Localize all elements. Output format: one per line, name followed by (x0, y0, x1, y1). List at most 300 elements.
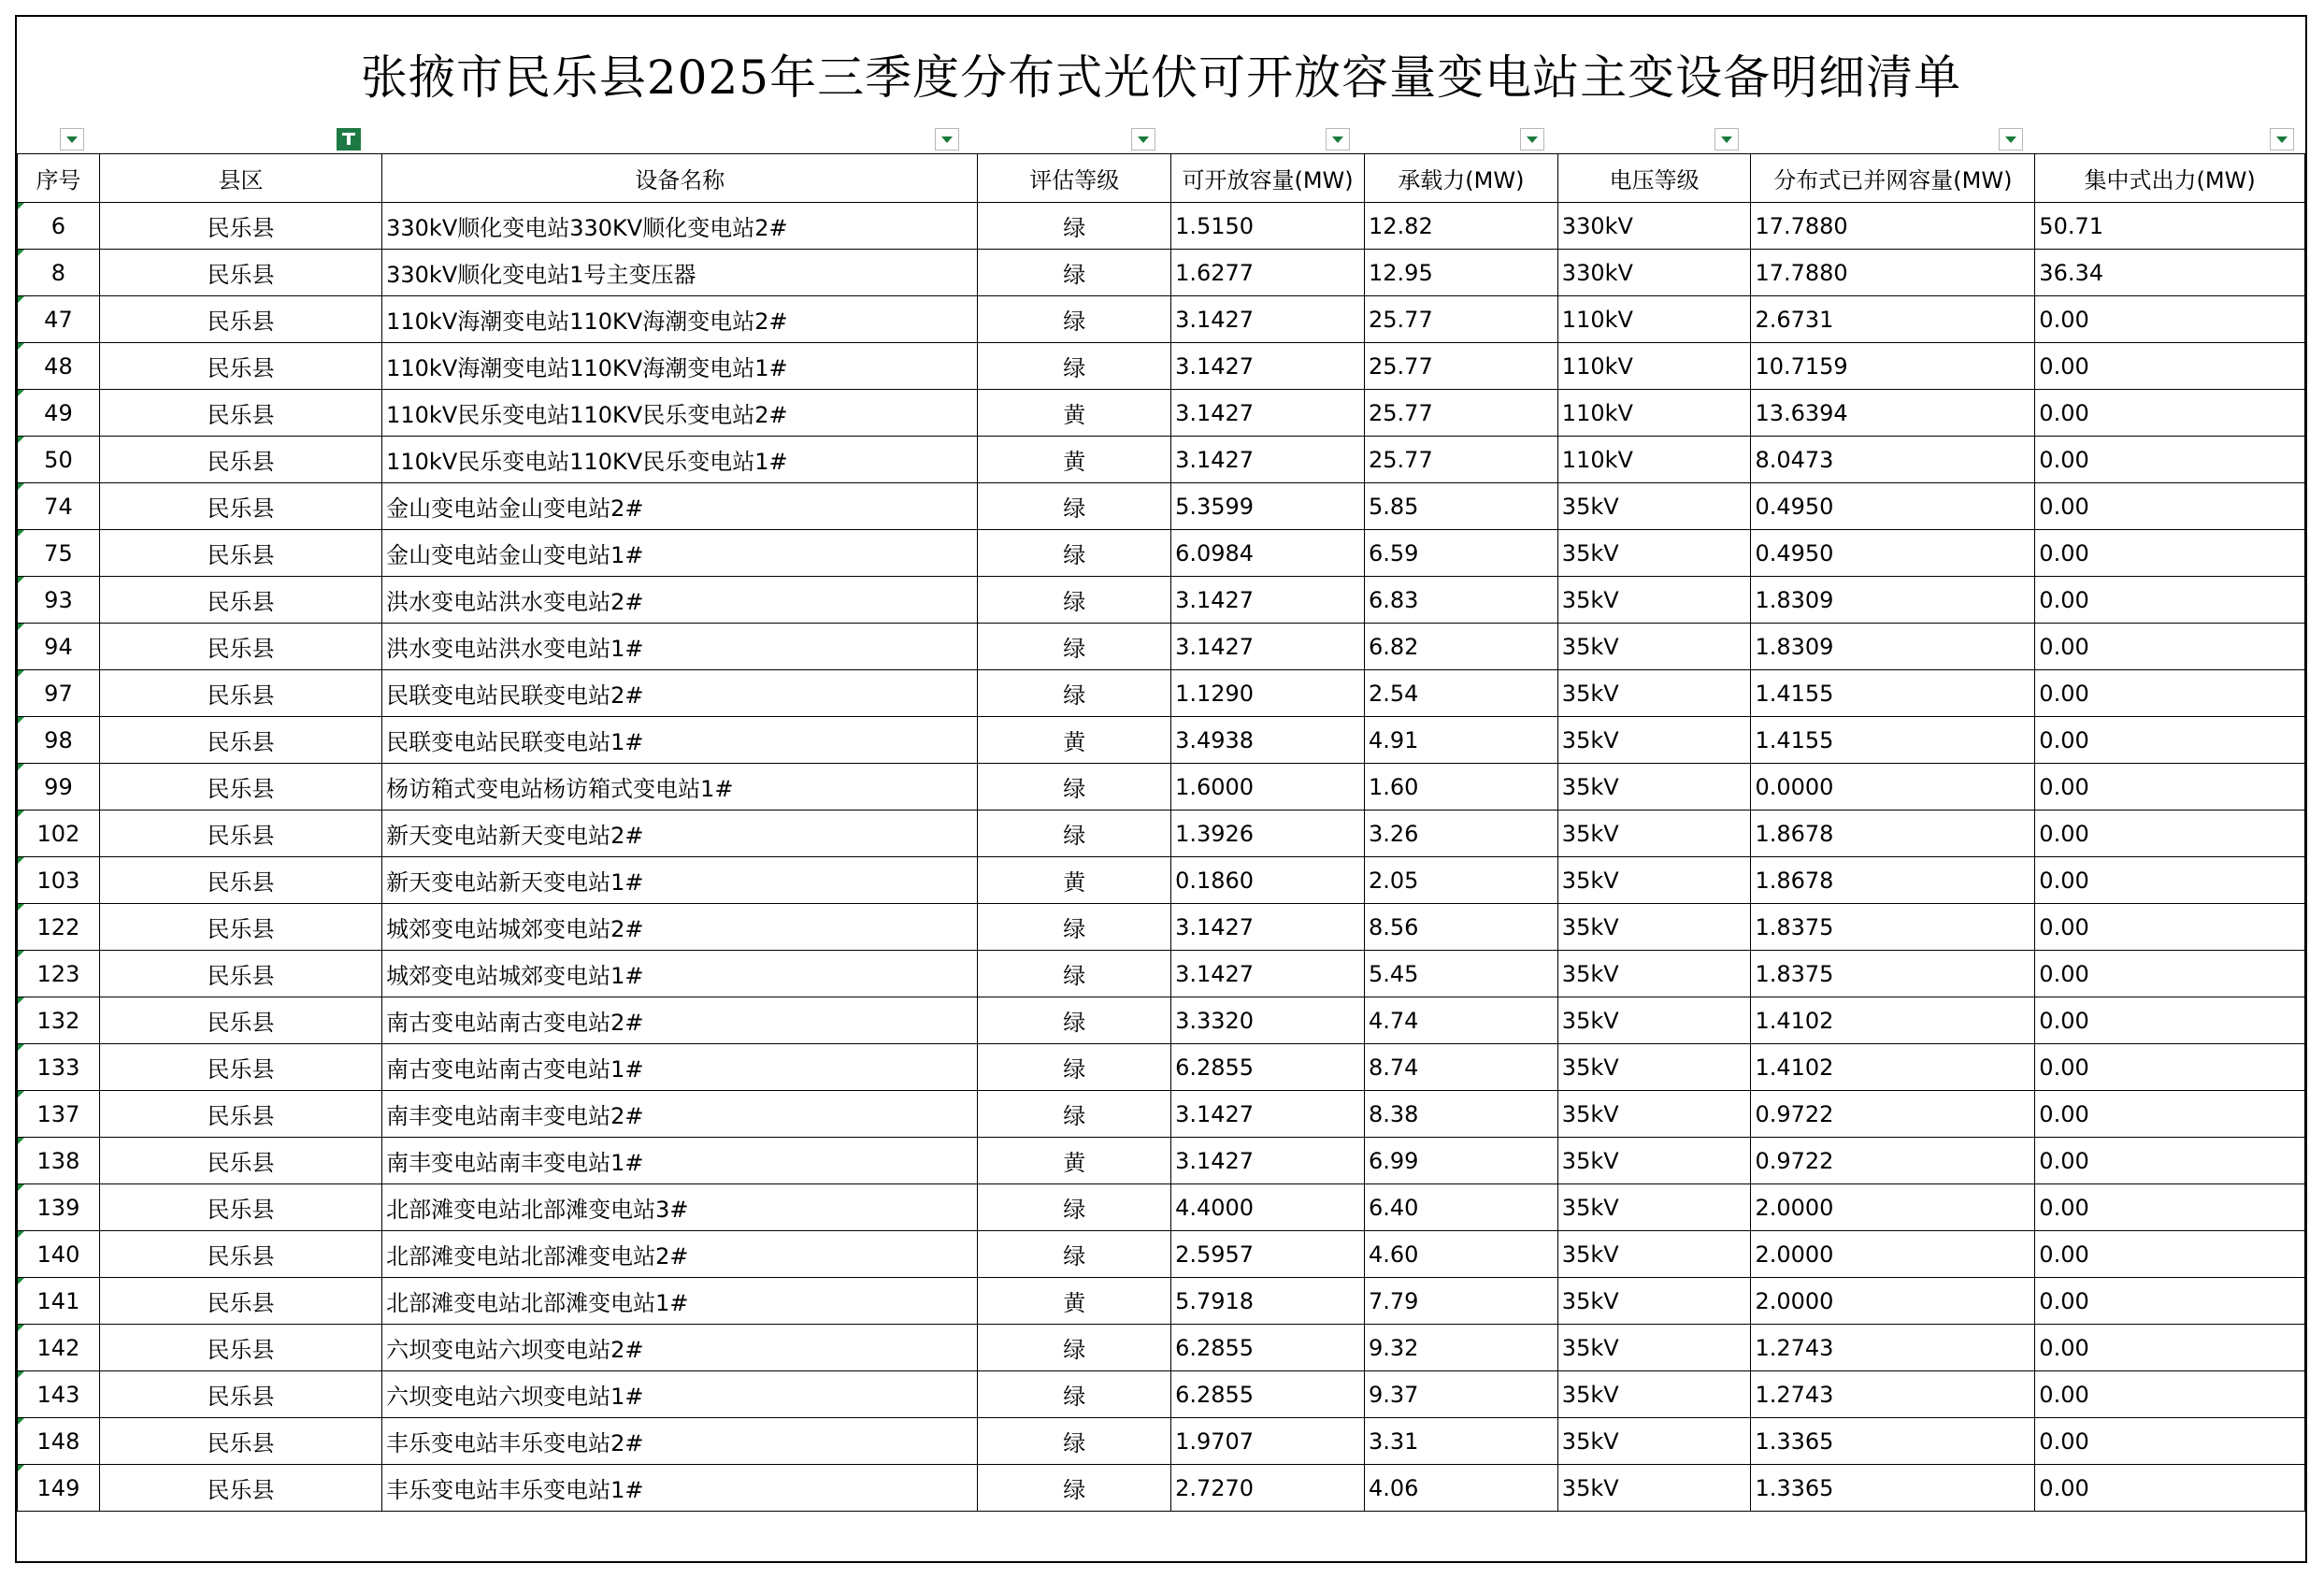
cell-device-name[interactable]: 城郊变电站城郊变电站1# (382, 951, 978, 997)
cell-index[interactable]: 47 (18, 296, 100, 343)
cell-distributed-capacity[interactable]: 0.9722 (1751, 1091, 2035, 1138)
cell-open-capacity[interactable]: 2.5957 (1171, 1231, 1365, 1278)
cell-county[interactable]: 民乐县 (99, 390, 381, 437)
cell-county[interactable]: 民乐县 (99, 1465, 381, 1512)
cell-carrying-capacity[interactable]: 4.60 (1365, 1231, 1558, 1278)
cell-carrying-capacity[interactable]: 6.83 (1365, 577, 1558, 624)
cell-centralized-output[interactable]: 0.00 (2035, 997, 2305, 1044)
cell-device-name[interactable]: 南古变电站南古变电站1# (382, 1044, 978, 1091)
cell-distributed-capacity[interactable]: 2.0000 (1751, 1231, 2035, 1278)
cell-carrying-capacity[interactable]: 3.26 (1365, 811, 1558, 857)
cell-voltage[interactable]: 35kV (1557, 1044, 1751, 1091)
cell-distributed-capacity[interactable]: 1.8678 (1751, 811, 2035, 857)
cell-open-capacity[interactable]: 4.4000 (1171, 1184, 1365, 1231)
cell-grade[interactable]: 绿 (978, 1465, 1171, 1512)
cell-distributed-capacity[interactable]: 1.4102 (1751, 1044, 2035, 1091)
table-row (18, 343, 2305, 390)
cell-centralized-output[interactable]: 0.00 (2035, 1325, 2305, 1371)
cell-voltage[interactable]: 110kV (1557, 296, 1751, 343)
cell-county[interactable]: 民乐县 (99, 624, 381, 670)
cell-device-name[interactable]: 新天变电站新天变电站2# (382, 811, 978, 857)
cell-county[interactable]: 民乐县 (99, 1044, 381, 1091)
cell-grade[interactable]: 绿 (978, 250, 1171, 296)
cell-carrying-capacity[interactable]: 5.85 (1365, 483, 1558, 530)
cell-centralized-output[interactable]: 0.00 (2035, 904, 2305, 951)
cell-index[interactable]: 49 (18, 390, 100, 437)
header-device-name[interactable]: 设备名称 (382, 154, 978, 203)
cell-carrying-capacity[interactable]: 25.77 (1365, 296, 1558, 343)
cell-grade[interactable]: 黄 (978, 437, 1171, 483)
cell-county[interactable]: 民乐县 (99, 670, 381, 717)
cell-device-name[interactable]: 洪水变电站洪水变电站1# (382, 624, 978, 670)
cell-grade[interactable]: 绿 (978, 1091, 1171, 1138)
cell-index[interactable]: 137 (18, 1091, 100, 1138)
cell-grade[interactable]: 绿 (978, 1371, 1171, 1418)
cell-voltage[interactable]: 35kV (1557, 1371, 1751, 1418)
cell-carrying-capacity[interactable]: 25.77 (1365, 343, 1558, 390)
cell-device-name[interactable]: 110kV海潮变电站110KV海潮变电站2# (382, 296, 978, 343)
cell-index[interactable]: 102 (18, 811, 100, 857)
cell-device-name[interactable]: 洪水变电站洪水变电站2# (382, 577, 978, 624)
cell-centralized-output[interactable]: 0.00 (2035, 530, 2305, 577)
table-row (18, 296, 2305, 343)
cell-county[interactable]: 民乐县 (99, 1091, 381, 1138)
table-row (18, 1231, 2305, 1278)
table-row (18, 1418, 2305, 1465)
header-carrying-capacity[interactable]: 承载力(MW) (1365, 154, 1558, 203)
cell-distributed-capacity[interactable]: 1.2743 (1751, 1325, 2035, 1371)
cell-county[interactable]: 民乐县 (99, 997, 381, 1044)
cell-open-capacity[interactable]: 3.1427 (1171, 343, 1365, 390)
cell-grade[interactable]: 绿 (978, 1231, 1171, 1278)
cell-voltage[interactable]: 110kV (1557, 437, 1751, 483)
cell-open-capacity[interactable]: 6.2855 (1171, 1371, 1365, 1418)
header-row (18, 154, 2305, 203)
cell-index[interactable]: 139 (18, 1184, 100, 1231)
cell-carrying-capacity[interactable]: 6.59 (1365, 530, 1558, 577)
cell-distributed-capacity[interactable]: 1.3365 (1751, 1465, 2035, 1512)
cell-open-capacity[interactable]: 3.1427 (1171, 904, 1365, 951)
header-open-capacity[interactable]: 可开放容量(MW) (1171, 154, 1365, 203)
cell-voltage[interactable]: 35kV (1557, 764, 1751, 811)
cell-carrying-capacity[interactable]: 1.60 (1365, 764, 1558, 811)
cell-centralized-output[interactable]: 0.00 (2035, 343, 2305, 390)
cell-centralized-output[interactable]: 0.00 (2035, 577, 2305, 624)
header-county[interactable]: 县区 (99, 154, 381, 203)
cell-voltage[interactable]: 35kV (1557, 1278, 1751, 1325)
table-row (18, 203, 2305, 250)
header-voltage[interactable]: 电压等级 (1557, 154, 1751, 203)
table-row (18, 1184, 2305, 1231)
cell-voltage[interactable]: 35kV (1557, 483, 1751, 530)
cell-centralized-output[interactable]: 0.00 (2035, 437, 2305, 483)
cell-voltage[interactable]: 35kV (1557, 1465, 1751, 1512)
cell-county[interactable]: 民乐县 (99, 764, 381, 811)
cell-device-name[interactable]: 金山变电站金山变电站2# (382, 483, 978, 530)
cell-grade[interactable]: 绿 (978, 904, 1171, 951)
cell-index[interactable]: 93 (18, 577, 100, 624)
cell-index[interactable]: 123 (18, 951, 100, 997)
cell-voltage[interactable]: 35kV (1557, 1091, 1751, 1138)
cell-device-name[interactable]: 丰乐变电站丰乐变电站1# (382, 1465, 978, 1512)
cell-voltage[interactable]: 35kV (1557, 1231, 1751, 1278)
cell-open-capacity[interactable]: 2.7270 (1171, 1465, 1365, 1512)
cell-open-capacity[interactable]: 6.2855 (1171, 1044, 1365, 1091)
cell-carrying-capacity[interactable]: 4.06 (1365, 1465, 1558, 1512)
cell-index[interactable]: 98 (18, 717, 100, 764)
cell-device-name[interactable]: 六坝变电站六坝变电站1# (382, 1371, 978, 1418)
cell-grade[interactable]: 黄 (978, 717, 1171, 764)
cell-centralized-output[interactable]: 0.00 (2035, 764, 2305, 811)
cell-open-capacity[interactable]: 1.6277 (1171, 250, 1365, 296)
cell-carrying-capacity[interactable]: 25.77 (1365, 437, 1558, 483)
cell-centralized-output[interactable]: 0.00 (2035, 1418, 2305, 1465)
cell-index[interactable]: 140 (18, 1231, 100, 1278)
cell-index[interactable]: 133 (18, 1044, 100, 1091)
cell-centralized-output[interactable]: 0.00 (2035, 1371, 2305, 1418)
table-row (18, 1371, 2305, 1418)
cell-centralized-output[interactable]: 0.00 (2035, 1184, 2305, 1231)
cell-carrying-capacity[interactable]: 8.56 (1365, 904, 1558, 951)
cell-open-capacity[interactable]: 3.1427 (1171, 577, 1365, 624)
cell-county[interactable]: 民乐县 (99, 951, 381, 997)
table-row (18, 250, 2305, 296)
cell-county[interactable]: 民乐县 (99, 1278, 381, 1325)
cell-open-capacity[interactable]: 5.3599 (1171, 483, 1365, 530)
table-row (18, 904, 2305, 951)
table-row (18, 997, 2305, 1044)
cell-centralized-output[interactable]: 0.00 (2035, 1278, 2305, 1325)
cell-open-capacity[interactable]: 3.1427 (1171, 296, 1365, 343)
filter-button-6[interactable] (1714, 128, 1739, 151)
cell-index[interactable]: 143 (18, 1371, 100, 1418)
cell-open-capacity[interactable]: 6.0984 (1171, 530, 1365, 577)
cell-voltage[interactable]: 330kV (1557, 250, 1751, 296)
cell-voltage[interactable]: 110kV (1557, 343, 1751, 390)
table-row (18, 1044, 2305, 1091)
cell-carrying-capacity[interactable]: 4.91 (1365, 717, 1558, 764)
cell-centralized-output[interactable]: 0.00 (2035, 1231, 2305, 1278)
cell-grade[interactable]: 黄 (978, 1138, 1171, 1184)
filter-button-4[interactable] (1326, 128, 1350, 151)
cell-county[interactable]: 民乐县 (99, 1371, 381, 1418)
filter-button-1[interactable] (337, 128, 361, 151)
cell-distributed-capacity[interactable]: 0.4950 (1751, 483, 2035, 530)
filter-button-3[interactable] (1131, 128, 1155, 151)
cell-voltage[interactable]: 35kV (1557, 624, 1751, 670)
cell-voltage[interactable]: 35kV (1557, 997, 1751, 1044)
cell-voltage[interactable]: 35kV (1557, 1184, 1751, 1231)
cell-carrying-capacity[interactable]: 2.54 (1365, 670, 1558, 717)
cell-county[interactable]: 民乐县 (99, 1325, 381, 1371)
cell-centralized-output[interactable]: 0.00 (2035, 670, 2305, 717)
filter-button-8[interactable] (2270, 128, 2294, 151)
cell-county[interactable]: 民乐县 (99, 1184, 381, 1231)
filter-button-0[interactable] (60, 128, 84, 151)
table-row (18, 530, 2305, 577)
cell-centralized-output[interactable]: 0.00 (2035, 390, 2305, 437)
cell-open-capacity[interactable]: 3.1427 (1171, 437, 1365, 483)
cell-index[interactable]: 97 (18, 670, 100, 717)
cell-device-name[interactable]: 新天变电站新天变电站1# (382, 857, 978, 904)
cell-distributed-capacity[interactable]: 1.4155 (1751, 670, 2035, 717)
cell-open-capacity[interactable]: 1.6000 (1171, 764, 1365, 811)
cell-voltage[interactable]: 35kV (1557, 530, 1751, 577)
cell-index[interactable]: 50 (18, 437, 100, 483)
cell-centralized-output[interactable]: 0.00 (2035, 1044, 2305, 1091)
data-table (17, 153, 2305, 1512)
cell-open-capacity[interactable]: 3.1427 (1171, 1091, 1365, 1138)
cell-county[interactable]: 民乐县 (99, 811, 381, 857)
cell-grade[interactable]: 绿 (978, 530, 1171, 577)
cell-grade[interactable]: 绿 (978, 1044, 1171, 1091)
cell-county[interactable]: 民乐县 (99, 343, 381, 390)
cell-carrying-capacity[interactable]: 5.45 (1365, 951, 1558, 997)
cell-grade[interactable]: 黄 (978, 857, 1171, 904)
table-row (18, 1278, 2305, 1325)
cell-centralized-output[interactable]: 0.00 (2035, 811, 2305, 857)
cell-index[interactable]: 142 (18, 1325, 100, 1371)
cell-centralized-output[interactable]: 0.00 (2035, 1091, 2305, 1138)
cell-distributed-capacity[interactable]: 1.2743 (1751, 1371, 2035, 1418)
cell-distributed-capacity[interactable]: 1.8678 (1751, 857, 2035, 904)
cell-county[interactable]: 民乐县 (99, 717, 381, 764)
cell-centralized-output[interactable]: 0.00 (2035, 857, 2305, 904)
cell-open-capacity[interactable]: 3.4938 (1171, 717, 1365, 764)
cell-open-capacity[interactable]: 0.1860 (1171, 857, 1365, 904)
cell-index[interactable]: 103 (18, 857, 100, 904)
cell-carrying-capacity[interactable]: 25.77 (1365, 390, 1558, 437)
header-distributed-capacity[interactable]: 分布式已并网容量(MW) (1751, 154, 2035, 203)
cell-carrying-capacity[interactable]: 8.74 (1365, 1044, 1558, 1091)
cell-index[interactable]: 6 (18, 203, 100, 250)
cell-grade[interactable]: 绿 (978, 764, 1171, 811)
cell-device-name[interactable]: 南古变电站南古变电站2# (382, 997, 978, 1044)
cell-distributed-capacity[interactable]: 13.6394 (1751, 390, 2035, 437)
cell-carrying-capacity[interactable]: 4.74 (1365, 997, 1558, 1044)
cell-county[interactable]: 民乐县 (99, 1231, 381, 1278)
cell-grade[interactable]: 绿 (978, 997, 1171, 1044)
table-row (18, 1138, 2305, 1184)
cell-index[interactable]: 132 (18, 997, 100, 1044)
cell-centralized-output[interactable]: 50.71 (2035, 203, 2305, 250)
cell-centralized-output[interactable]: 0.00 (2035, 624, 2305, 670)
cell-carrying-capacity[interactable]: 9.37 (1365, 1371, 1558, 1418)
cell-grade[interactable]: 绿 (978, 670, 1171, 717)
cell-distributed-capacity[interactable]: 0.4950 (1751, 530, 2035, 577)
cell-device-name[interactable]: 110kV民乐变电站110KV民乐变电站2# (382, 390, 978, 437)
page-title: 张掖市民乐县2025年三季度分布式光伏可开放容量变电站主变设备明细清单 (360, 50, 1962, 105)
cell-centralized-output[interactable]: 0.00 (2035, 951, 2305, 997)
cell-voltage[interactable]: 35kV (1557, 904, 1751, 951)
cell-index[interactable]: 138 (18, 1138, 100, 1184)
table-row (18, 857, 2305, 904)
cell-voltage[interactable]: 35kV (1557, 951, 1751, 997)
filter-button-7[interactable] (1999, 128, 2023, 151)
cell-carrying-capacity[interactable]: 3.31 (1365, 1418, 1558, 1465)
cell-county[interactable]: 民乐县 (99, 857, 381, 904)
cell-device-name[interactable]: 南丰变电站南丰变电站2# (382, 1091, 978, 1138)
cell-distributed-capacity[interactable]: 1.4155 (1751, 717, 2035, 764)
cell-carrying-capacity[interactable]: 9.32 (1365, 1325, 1558, 1371)
cell-device-name[interactable]: 北部滩变电站北部滩变电站1# (382, 1278, 978, 1325)
cell-voltage[interactable]: 35kV (1557, 1325, 1751, 1371)
cell-county[interactable]: 民乐县 (99, 296, 381, 343)
cell-grade[interactable]: 绿 (978, 624, 1171, 670)
cell-device-name[interactable]: 110kV民乐变电站110KV民乐变电站1# (382, 437, 978, 483)
cell-grade[interactable]: 绿 (978, 1418, 1171, 1465)
cell-index[interactable]: 122 (18, 904, 100, 951)
table-row (18, 811, 2305, 857)
cell-carrying-capacity[interactable]: 8.38 (1365, 1091, 1558, 1138)
cell-grade[interactable]: 绿 (978, 577, 1171, 624)
cell-grade[interactable]: 黄 (978, 1278, 1171, 1325)
cell-open-capacity[interactable]: 3.1427 (1171, 624, 1365, 670)
table-row (18, 624, 2305, 670)
cell-centralized-output[interactable]: 36.34 (2035, 250, 2305, 296)
cell-centralized-output[interactable]: 0.00 (2035, 717, 2305, 764)
cell-device-name[interactable]: 北部滩变电站北部滩变电站3# (382, 1184, 978, 1231)
cell-index[interactable]: 74 (18, 483, 100, 530)
cell-grade[interactable]: 绿 (978, 811, 1171, 857)
cell-open-capacity[interactable]: 3.1427 (1171, 1138, 1365, 1184)
table-row (18, 483, 2305, 530)
cell-device-name[interactable]: 丰乐变电站丰乐变电站2# (382, 1418, 978, 1465)
cell-centralized-output[interactable]: 0.00 (2035, 483, 2305, 530)
table-row (18, 1465, 2305, 1512)
cell-voltage[interactable]: 35kV (1557, 670, 1751, 717)
cell-device-name[interactable]: 民联变电站民联变电站1# (382, 717, 978, 764)
cell-device-name[interactable]: 330kV顺化变电站330KV顺化变电站2# (382, 203, 978, 250)
cell-grade[interactable]: 绿 (978, 1325, 1171, 1371)
cell-voltage[interactable]: 330kV (1557, 203, 1751, 250)
cell-distributed-capacity[interactable]: 0.9722 (1751, 1138, 2035, 1184)
cell-centralized-output[interactable]: 0.00 (2035, 296, 2305, 343)
cell-index[interactable]: 94 (18, 624, 100, 670)
cell-voltage[interactable]: 35kV (1557, 717, 1751, 764)
filter-button-5[interactable] (1520, 128, 1544, 151)
cell-device-name[interactable]: 六坝变电站六坝变电站2# (382, 1325, 978, 1371)
cell-county[interactable]: 民乐县 (99, 437, 381, 483)
cell-voltage[interactable]: 35kV (1557, 1138, 1751, 1184)
cell-carrying-capacity[interactable]: 12.95 (1365, 250, 1558, 296)
cell-centralized-output[interactable]: 0.00 (2035, 1465, 2305, 1512)
cell-distributed-capacity[interactable]: 1.8375 (1751, 904, 2035, 951)
table-row (18, 577, 2305, 624)
cell-grade[interactable]: 绿 (978, 1184, 1171, 1231)
cell-grade[interactable]: 绿 (978, 203, 1171, 250)
cell-grade[interactable]: 黄 (978, 390, 1171, 437)
cell-open-capacity[interactable]: 1.5150 (1171, 203, 1365, 250)
cell-device-name[interactable]: 110kV海潮变电站110KV海潮变电站1# (382, 343, 978, 390)
cell-centralized-output[interactable]: 0.00 (2035, 1138, 2305, 1184)
cell-index[interactable]: 148 (18, 1418, 100, 1465)
cell-device-name[interactable]: 南丰变电站南丰变电站1# (382, 1138, 978, 1184)
filter-button-2[interactable] (935, 128, 959, 151)
cell-grade[interactable]: 绿 (978, 483, 1171, 530)
cell-open-capacity[interactable]: 5.7918 (1171, 1278, 1365, 1325)
cell-distributed-capacity[interactable]: 1.8309 (1751, 624, 2035, 670)
cell-distributed-capacity[interactable]: 0.0000 (1751, 764, 2035, 811)
table-row (18, 390, 2305, 437)
cell-voltage[interactable]: 35kV (1557, 577, 1751, 624)
cell-open-capacity[interactable]: 3.3320 (1171, 997, 1365, 1044)
cell-distributed-capacity[interactable]: 17.7880 (1751, 203, 2035, 250)
cell-county[interactable]: 民乐县 (99, 904, 381, 951)
cell-device-name[interactable]: 330kV顺化变电站1号主变压器 (382, 250, 978, 296)
cell-county[interactable]: 民乐县 (99, 483, 381, 530)
cell-open-capacity[interactable]: 1.1290 (1171, 670, 1365, 717)
cell-device-name[interactable]: 金山变电站金山变电站1# (382, 530, 978, 577)
cell-carrying-capacity[interactable]: 2.05 (1365, 857, 1558, 904)
cell-distributed-capacity[interactable]: 10.7159 (1751, 343, 2035, 390)
cell-carrying-capacity[interactable]: 6.82 (1365, 624, 1558, 670)
cell-distributed-capacity[interactable]: 2.0000 (1751, 1278, 2035, 1325)
cell-index[interactable]: 75 (18, 530, 100, 577)
cell-voltage[interactable]: 35kV (1557, 857, 1751, 904)
cell-device-name[interactable]: 北部滩变电站北部滩变电站2# (382, 1231, 978, 1278)
cell-county[interactable]: 民乐县 (99, 1418, 381, 1465)
cell-distributed-capacity[interactable]: 1.4102 (1751, 997, 2035, 1044)
cell-grade[interactable]: 绿 (978, 951, 1171, 997)
cell-distributed-capacity[interactable]: 2.0000 (1751, 1184, 2035, 1231)
cell-distributed-capacity[interactable]: 1.8375 (1751, 951, 2035, 997)
cell-voltage[interactable]: 35kV (1557, 1418, 1751, 1465)
cell-open-capacity[interactable]: 6.2855 (1171, 1325, 1365, 1371)
cell-voltage[interactable]: 110kV (1557, 390, 1751, 437)
header-centralized-output[interactable]: 集中式出力(MW) (2035, 154, 2305, 203)
cell-carrying-capacity[interactable]: 7.79 (1365, 1278, 1558, 1325)
cell-index[interactable]: 149 (18, 1465, 100, 1512)
cell-open-capacity[interactable]: 3.1427 (1171, 951, 1365, 997)
cell-open-capacity[interactable]: 1.9707 (1171, 1418, 1365, 1465)
cell-county[interactable]: 民乐县 (99, 1138, 381, 1184)
header-index[interactable]: 序号 (18, 154, 100, 203)
cell-county[interactable]: 民乐县 (99, 530, 381, 577)
cell-county[interactable]: 民乐县 (99, 250, 381, 296)
cell-device-name[interactable]: 民联变电站民联变电站2# (382, 670, 978, 717)
cell-distributed-capacity[interactable]: 1.3365 (1751, 1418, 2035, 1465)
cell-device-name[interactable]: 杨访箱式变电站杨访箱式变电站1# (382, 764, 978, 811)
table-row (18, 1325, 2305, 1371)
table-row (18, 951, 2305, 997)
cell-distributed-capacity[interactable]: 1.8309 (1751, 577, 2035, 624)
cell-device-name[interactable]: 城郊变电站城郊变电站2# (382, 904, 978, 951)
cell-index[interactable]: 8 (18, 250, 100, 296)
cell-voltage[interactable]: 35kV (1557, 811, 1751, 857)
table-row (18, 670, 2305, 717)
cell-county[interactable]: 民乐县 (99, 577, 381, 624)
cell-index[interactable]: 99 (18, 764, 100, 811)
spreadsheet-sheet (15, 15, 2307, 1563)
cell-index[interactable]: 141 (18, 1278, 100, 1325)
cell-distributed-capacity[interactable]: 17.7880 (1751, 250, 2035, 296)
table-row (18, 764, 2305, 811)
header-grade[interactable]: 评估等级 (978, 154, 1171, 203)
cell-distributed-capacity[interactable]: 8.0473 (1751, 437, 2035, 483)
cell-grade[interactable]: 绿 (978, 343, 1171, 390)
cell-open-capacity[interactable]: 3.1427 (1171, 390, 1365, 437)
cell-carrying-capacity[interactable]: 12.82 (1365, 203, 1558, 250)
cell-grade[interactable]: 绿 (978, 296, 1171, 343)
table-row (18, 1091, 2305, 1138)
cell-distributed-capacity[interactable]: 2.6731 (1751, 296, 2035, 343)
cell-index[interactable]: 48 (18, 343, 100, 390)
cell-open-capacity[interactable]: 1.3926 (1171, 811, 1365, 857)
cell-carrying-capacity[interactable]: 6.40 (1365, 1184, 1558, 1231)
cell-county[interactable]: 民乐县 (99, 203, 381, 250)
cell-carrying-capacity[interactable]: 6.99 (1365, 1138, 1558, 1184)
